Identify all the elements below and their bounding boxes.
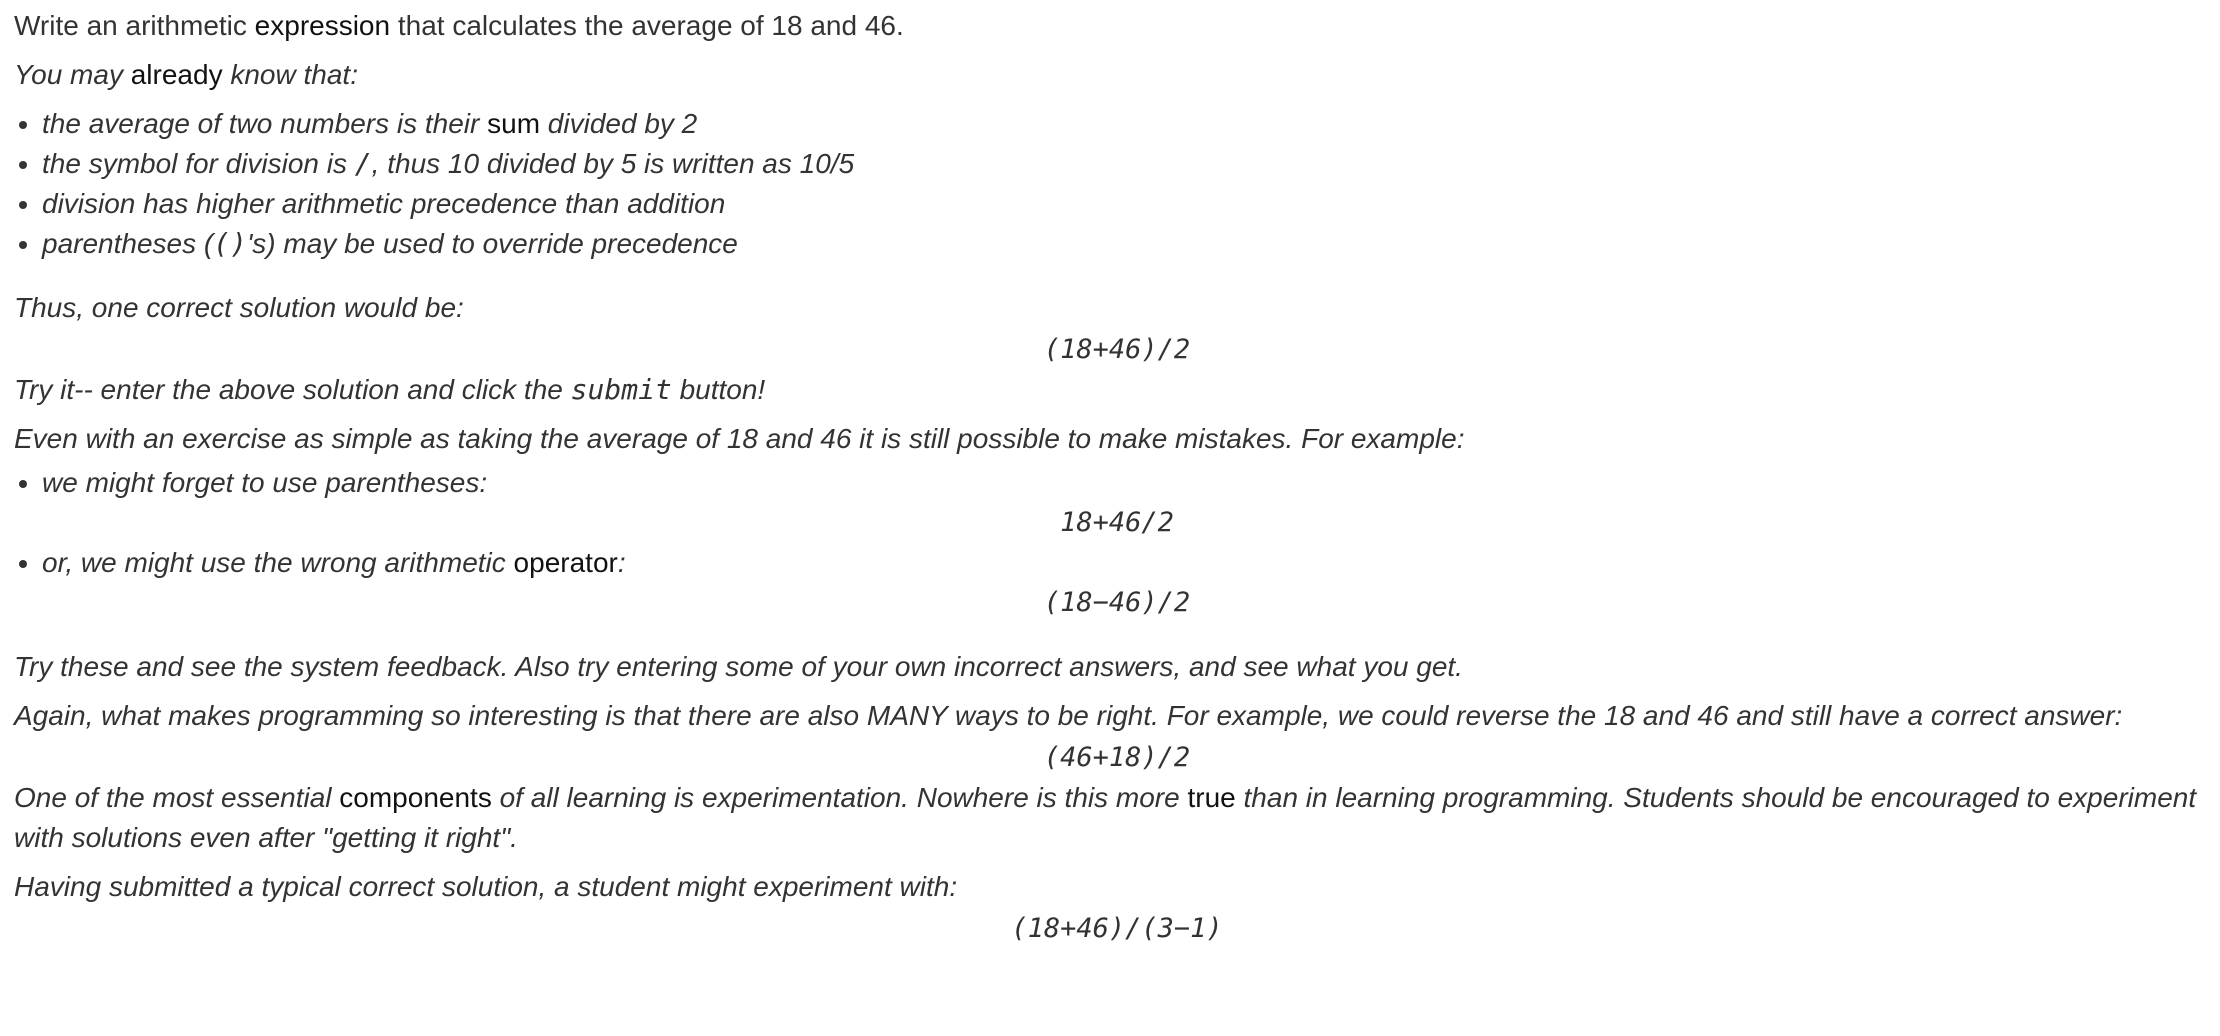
fact-avg-part2: divided by 2 xyxy=(540,108,698,139)
mistake2-part1: or, we might use the wrong arithmetic xyxy=(42,547,514,578)
expression-keyword: expression xyxy=(254,10,391,41)
list-item: • division has higher arithmetic precedence than addition xyxy=(42,184,2206,224)
mistakes-intro: Even with an exercise as simple as taking the average of 18 and 46 it is still possible to make mistakes. For example: xyxy=(14,423,1465,454)
list-item xyxy=(42,224,2206,264)
try-it-part2: button! xyxy=(671,374,766,405)
mistakes-list-2 xyxy=(14,543,2206,583)
try-it-text xyxy=(14,370,2206,410)
already-part2: know that: xyxy=(222,59,358,90)
essential-part3: than in learning programming. Students should be encouraged to experiment with solutions even after "getting it right". xyxy=(14,782,2197,853)
mistake2-part2: : xyxy=(617,547,626,578)
mistake2-code: (18−46)/2 xyxy=(1043,587,1191,618)
fact-avg-part1: the average of two numbers is their xyxy=(42,108,488,139)
fact-parens-part1: parentheses ( xyxy=(42,228,214,259)
intro-text-part1: Write an arithmetic xyxy=(14,10,255,41)
experiment-code: (18+46)/(3−1) xyxy=(1011,913,1223,944)
facts-list xyxy=(14,104,2206,264)
again-text: Again, what makes programming so interesting is that there are also MANY ways to be right. For example, we could reverse the 18 and 46 and still have a correct answer: xyxy=(14,700,2123,731)
already-keyword: already xyxy=(130,59,223,90)
having-text: Having submitted a typical correct solution, a student might experiment with: xyxy=(14,871,958,902)
try-it-part1: Try it-- enter the above solution and click the xyxy=(14,374,571,405)
sum-keyword: sum xyxy=(487,108,541,139)
list-item xyxy=(42,104,2206,144)
parens-symbol: () xyxy=(213,227,247,260)
division-symbol: / xyxy=(354,147,372,180)
fact-division-part1: the symbol for division is xyxy=(42,148,355,179)
essential-part1: One of the most essential xyxy=(14,782,340,813)
essential-text xyxy=(14,778,2206,858)
intro-text xyxy=(14,6,2206,46)
solution-intro: Thus, one correct solution would be: xyxy=(14,292,464,323)
already-part1: You may xyxy=(14,59,131,90)
operator-keyword: operator xyxy=(513,547,618,578)
mistake1-code: 18+46/2 xyxy=(1060,507,1174,538)
already-know-text xyxy=(14,55,2206,95)
mistakes-list xyxy=(14,463,2206,503)
list-item xyxy=(42,144,2206,184)
list-item xyxy=(42,463,2206,503)
intro-text-part2: that calculates the average of 18 and 46. xyxy=(390,10,904,41)
components-keyword: components xyxy=(339,782,492,813)
solution-code: (18+46)/2 xyxy=(1043,334,1191,365)
mistake1-text: we might forget to use parentheses: xyxy=(42,467,488,498)
fact-division-part2: , thus 10 divided by 5 is written as 10/5 xyxy=(371,148,855,179)
true-keyword: true xyxy=(1187,782,1236,813)
list-item xyxy=(42,543,2206,583)
reverse-code: (46+18)/2 xyxy=(1043,742,1191,773)
fact-parens-part2: 's) may be used to override precedence xyxy=(246,228,738,259)
try-these-text: Try these and see the system feedback. Also try entering some of your own incorrect answers, and see what you get. xyxy=(14,651,1463,682)
submit-code: submit xyxy=(570,373,672,406)
essential-part2: of all learning is experimentation. Nowhere is this more xyxy=(491,782,1188,813)
